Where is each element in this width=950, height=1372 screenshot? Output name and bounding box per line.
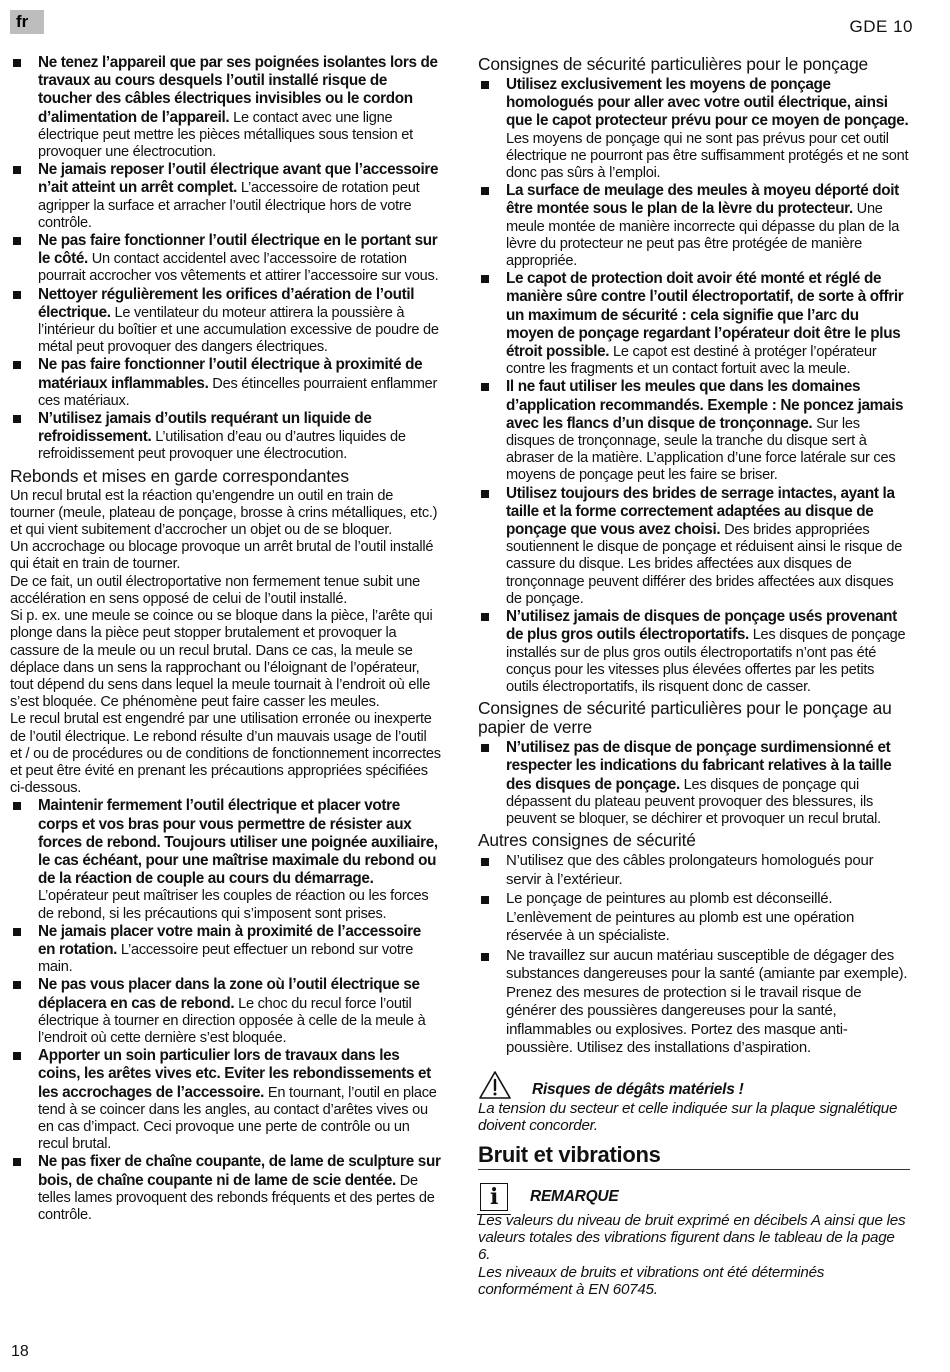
list-item: Maintenir fermement l’outil électrique et placer votre corps et vos bras pour vous permettre de résister aux forces de rebond. Toujours utiliser une poignée auxiliaire, le cas échéant, pour une maîtrise maximale du rebond ou de la réaction de couple au cours du démarrage. L’opérateur peut maîtriser les couples de réaction ou les forces de rebond, si les précautions qui s’imposent sont prises.	[10, 797, 441, 922]
list-item: Ne travaillez sur aucun matériau susceptible de dégager des substances dangereuses pour la santé (amiante par exemple). Prenez des mesures de protection si le travail risque de générer des poussières dangereuses pour la santé, inflammables ou explosives. Portez des masque anti-poussière. Utilisez des installations d’aspiration.	[478, 947, 910, 1058]
list-item: Ne pas vous placer dans la zone où l’outil électrique se déplacera en cas de rebond. Le choc du recul force l’outil électrique à tourner en direction opposée à celle de la meule à l’endroit où cette dernière s’est bloquée.	[10, 976, 441, 1047]
left-column	[10, 54, 441, 1224]
model-label: GDE 10	[849, 17, 913, 36]
remark-title: REMARQUE	[530, 1188, 619, 1206]
warning-triangle-icon	[478, 1070, 512, 1100]
list-item: Ne pas faire fonctionner l’outil électrique à proximité de matériaux inflammables. Des étincelles pourraient enflammer ces matériaux.	[10, 356, 441, 410]
list-item: Le capot de protection doit avoir été monté et réglé de manière sûre contre l’outil électroportatif, de sorte à offrir un maximum de sécurité : cela signifie que l’arc du moyen de ponçage regardant l’opérateur doit être le plus étroit possible. Le capot est destiné à protéger l’opérateur contre les fragments et un contact fortuit avec la meule.	[478, 270, 910, 378]
list-item: Apporter un soin particulier lors de travaux dans les coins, les arêtes vives etc. Eviter les rebondissements et les accrochages de l’accessoire. En tournant, l’outil en place tend à se coincer dans les angles, au contact d’arêtes vives ou en cas d’impact. Ceci provoque une perte de contrôle ou un recul brutal.	[10, 1047, 441, 1153]
kickback-paragraph: Le recul brutal est engendré par une utilisation erronée ou inexperte de l’outil électrique. Le rebond résulte d’un mauvais usage de l’outil et / ou de procédures ou de conditions de fonctionnement incorrectes et peut être évité en prenant les précautions appropriées spécifiées ci-dessous.	[10, 711, 441, 797]
list-item: Ne pas fixer de chaîne coupante, de lame de sculpture sur bois, de chaîne coupante ni de lame de scie dentée. De telles lames provoquent des rebonds fréquents et des pertes de contrôle.	[10, 1153, 441, 1224]
sanding-heading: Consignes de sécurité particulières pour le ponçage	[478, 54, 869, 74]
material-damage-warning	[478, 1070, 910, 1135]
list-item: Utilisez toujours des brides de serrage intactes, ayant la taille et la forme correctement adaptées au disque de ponçage que vous avez choisi. Des brides appropriées soutiennent le disque de ponçage et réduisent ainsi le risque de cassure du disque. Les brides affectées aux disques de tronçonnage peuvent différer des brides affectées aux disques de ponçage.	[478, 485, 910, 608]
bullets-top	[10, 54, 441, 464]
list-item: Ne tenez l’appareil que par ses poignées isolantes lors de travaux au cours desquels l’outil installé risque de toucher des câbles électriques invisibles ou le cordon d’alimentation de l’appareil. Le contact avec une ligne électrique peut mettre les pièces métalliques sous tension et provoquer une électrocution.	[10, 54, 441, 161]
warning-title: Risques de dégâts matériels !	[532, 1081, 744, 1099]
warning-text: La tension du secteur et celle indiquée sur la plaque signalétique doivent concorder.	[478, 1099, 898, 1135]
list-item: Ne jamais reposer l’outil électrique avant que l’accessoire n’ait atteint un arrêt complet. L’accessoire de rotation peut agripper la surface et arracher l’outil électrique hors de votre contrôle.	[10, 161, 441, 232]
list-item: N’utilisez que des câbles prolongateurs homologués pour servir à l’extérieur.	[478, 852, 910, 889]
kickback-heading: Rebonds et mises en garde correspondantes	[10, 465, 349, 486]
kickback-paragraph: Un recul brutal est la réaction qu’engendre un outil en train de tourner (meule, plateau de ponçage, brosse à crins métalliques, etc.) et qui vient subitement d’accrocher un objet ou de se bloquer.	[10, 487, 438, 539]
list-item: N’utilisez jamais d’outils requérant un liquide de refroidissement. L’utilisation d’eau ou d’autres liquides de refroidissement peut provoquer une électrocution.	[10, 410, 441, 464]
list-item: Ne jamais placer votre main à proximité de l’accessoire en rotation. L’accessoire peut effectuer un rebond sur votre main.	[10, 923, 441, 977]
list-item: Il ne faut utiliser les meules que dans les domaines d’application recommandés. Exemple : Ne poncez jamais avec les flancs d’un disque de tronçonnage. Sur les disques de tronçonnage, seule la tranche du disque sert à abraser de la matière. L’application d’une force latérale sur ces moyens de ponçage peut les faire se briser.	[478, 378, 910, 484]
language-badge: fr	[10, 10, 44, 34]
right-column	[478, 55, 910, 1299]
remark-paragraph: Les niveaux de bruits et vibrations ont été déterminés conformément à EN 60745.	[478, 1263, 825, 1299]
remark-paragraph: Les valeurs du niveau de bruit exprimé en décibels A ainsi que les valeurs totales des vibrations figurent dans le tableau de la page 6.	[478, 1211, 906, 1264]
list-item: La surface de meulage des meules à moyeu déporté doit être montée sous le plan de la lèvre du protecteur. Une meule montée de manière incorrecte qui dépasse du plan de la lèvre du protecteur ne peut pas être protégée de manière appropriée.	[478, 182, 910, 270]
sandpaper-heading: Consignes de sécurité particulières pour le ponçage au papier de verre	[478, 698, 892, 738]
list-item: Utilisez exclusivement les moyens de ponçage homologués pour aller avec votre outil électrique, ainsi que le capot protecteur prévu pour ce moyen de ponçage. Les moyens de ponçage qui ne sont pas prévus pour cet outil électrique ne pourront pas être suffisamment protégés et ne sont donc pas sûrs à l’emploi.	[478, 76, 910, 182]
bullets-bottom	[10, 797, 441, 1224]
list-item: N’utilisez jamais de disques de ponçage usés provenant de plus gros outils électroportatifs. Les disques de ponçage installés sur de plus gros outils électroportatifs n’ont pas été conçus pour les vitesses plus élevées offertes par les petits outils électroportatifs, ils risquent donc de casser.	[478, 608, 910, 696]
page-number: 18	[11, 1343, 29, 1360]
kickback-paragraph: De ce fait, un outil électroportative non fermement tenue subit une accélération en sens opposé de celui de l’outil installé.	[10, 573, 420, 607]
info-icon: i	[480, 1183, 508, 1211]
list-item: Le ponçage de peintures au plomb est déconseillé. L’enlèvement de peintures au plomb est une opération réservée à un spécialiste.	[478, 890, 910, 946]
list-item: Ne pas faire fonctionner l’outil électrique en le portant sur le côté. Un contact accidentel avec l’accessoire de rotation pourrait accrocher vos vêtements et attirer l’accessoire sur vous.	[10, 232, 441, 286]
remark-header	[478, 1182, 910, 1212]
list-item: Nettoyer régulièrement les orifices d’aération de l’outil électrique. Le ventilateur du moteur attirera la poussière à l’intérieur du boîtier et une accumulation excessive de poudre de métal peut provoquer des dangers électriques.	[10, 286, 441, 357]
kickback-paragraph: Un accrochage ou blocage provoque un arrêt brutal de l’outil installé qui était en train de tourner.	[10, 539, 434, 573]
list-item: N’utilisez pas de disque de ponçage surdimensionné et respecter les indications du fabricant relatives à la taille des disques de ponçage. Les disques de ponçage qui dépassent du plateau peuvent provoquer des blessures, ils peuvent se bloquer, se déchirer et provoquer un recul brutal.	[478, 739, 910, 828]
noise-vibration-heading: Bruit et vibrations	[478, 1146, 910, 1169]
other-safety-heading: Autres consignes de sécurité	[478, 830, 696, 851]
kickback-paragraph: Si p. ex. une meule se coince ou se bloque dans la pièce, l’arête qui plonge dans la pièce peut stopper brutalement et provoquer la cassure de la meule ou un recul brutal. Dans ce cas, la meule se déplace dans un sens la rapprochant ou l’éloignant de l’opérateur, tout dépend du sens dans lequel la meule tournait à l’endroit où elle s’est bloquée. Ce phénomène peut faire casser les meules.	[10, 608, 433, 711]
